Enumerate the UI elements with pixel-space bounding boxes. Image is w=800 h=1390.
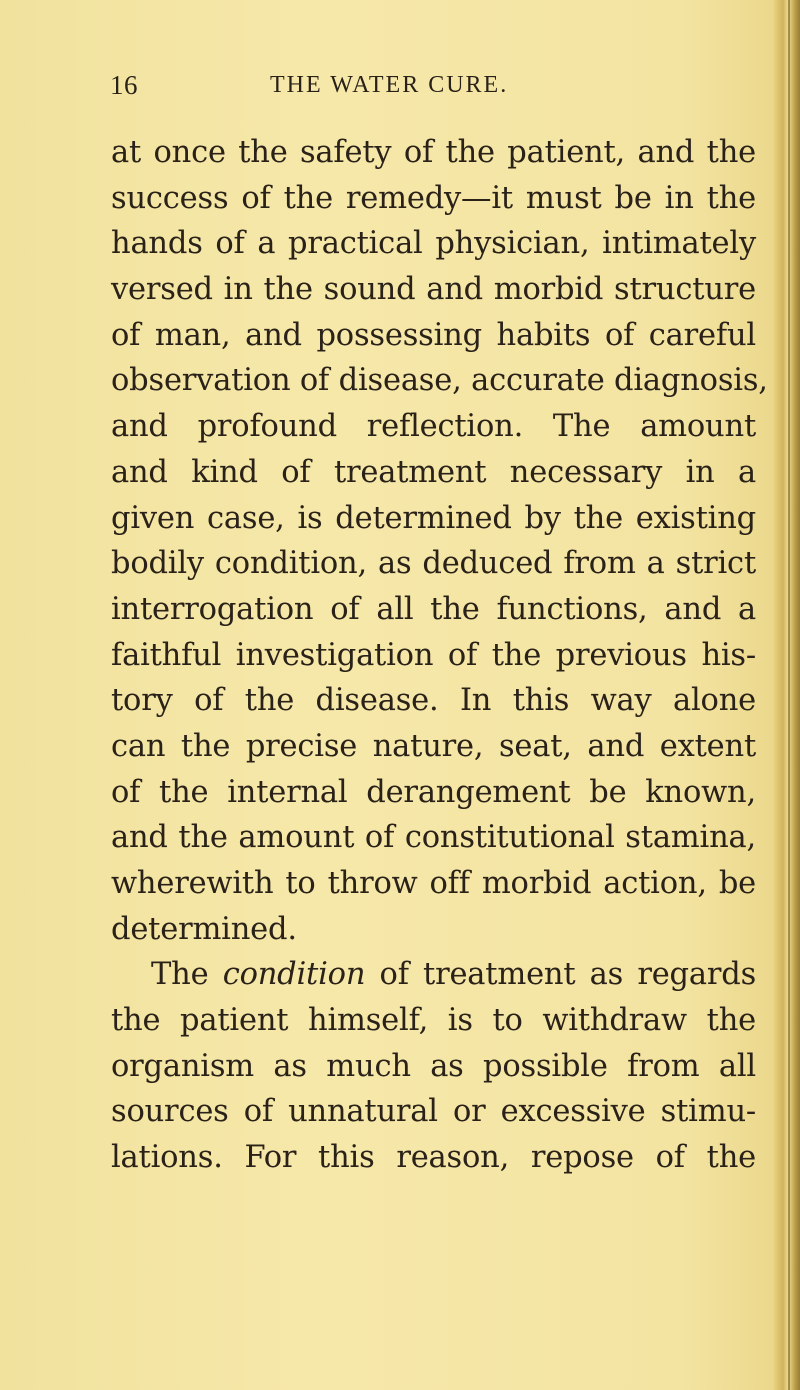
text-line: determined. bbox=[111, 911, 297, 947]
lead-word: The bbox=[151, 957, 209, 993]
text-line: of the internal derangement be known, bbox=[111, 774, 756, 810]
text-line: sources of unnatural or excessive stimu- bbox=[111, 1094, 756, 1130]
body-text bbox=[111, 130, 771, 1181]
paragraph-start-line bbox=[111, 952, 756, 998]
text-line: and the amount of constitutional stamina, bbox=[111, 820, 756, 856]
page-edge bbox=[774, 0, 800, 1390]
text-line: and profound reflection. The amount bbox=[111, 409, 756, 445]
text-line: the patient himself, is to withdraw the bbox=[111, 1003, 756, 1039]
text-line: of man, and possessing habits of careful bbox=[111, 317, 756, 353]
text-line: can the precise nature, seat, and extent bbox=[111, 728, 756, 764]
running-head: THE WATER CURE. bbox=[270, 72, 509, 98]
text-line: lations. For this reason, repose of the bbox=[111, 1140, 756, 1176]
page-header bbox=[110, 70, 710, 110]
text-line: faithful investigation of the previous his- bbox=[111, 637, 756, 673]
page-number: 16 bbox=[110, 70, 138, 100]
text-line: interrogation of all the functions, and a bbox=[111, 591, 756, 627]
text-line: tory of the disease. In this way alone bbox=[111, 683, 756, 719]
text-line: wherewith to throw off morbid action, be bbox=[111, 866, 756, 901]
text-line: given case, is determined by the existing bbox=[111, 500, 756, 536]
text-line: success of the remedy—it must be in the bbox=[111, 180, 756, 216]
text-line: hands of a practical physician, intimately bbox=[111, 226, 756, 262]
binding-line bbox=[788, 0, 790, 1390]
text-line: and kind of treatment necessary in a bbox=[111, 454, 756, 490]
text-line: organism as much as possible from all bbox=[111, 1048, 756, 1084]
line-rest: of treatment as regards bbox=[379, 957, 757, 993]
text-line: versed in the sound and morbid structure bbox=[111, 272, 756, 308]
text-line: bodily condition, as deduced from a strict bbox=[111, 546, 756, 582]
text-line: at once the safety of the patient, and the bbox=[111, 135, 756, 170]
italic-term: condition bbox=[222, 957, 366, 993]
text-line: observation of disease, accurate diagnosis, bbox=[111, 363, 768, 399]
